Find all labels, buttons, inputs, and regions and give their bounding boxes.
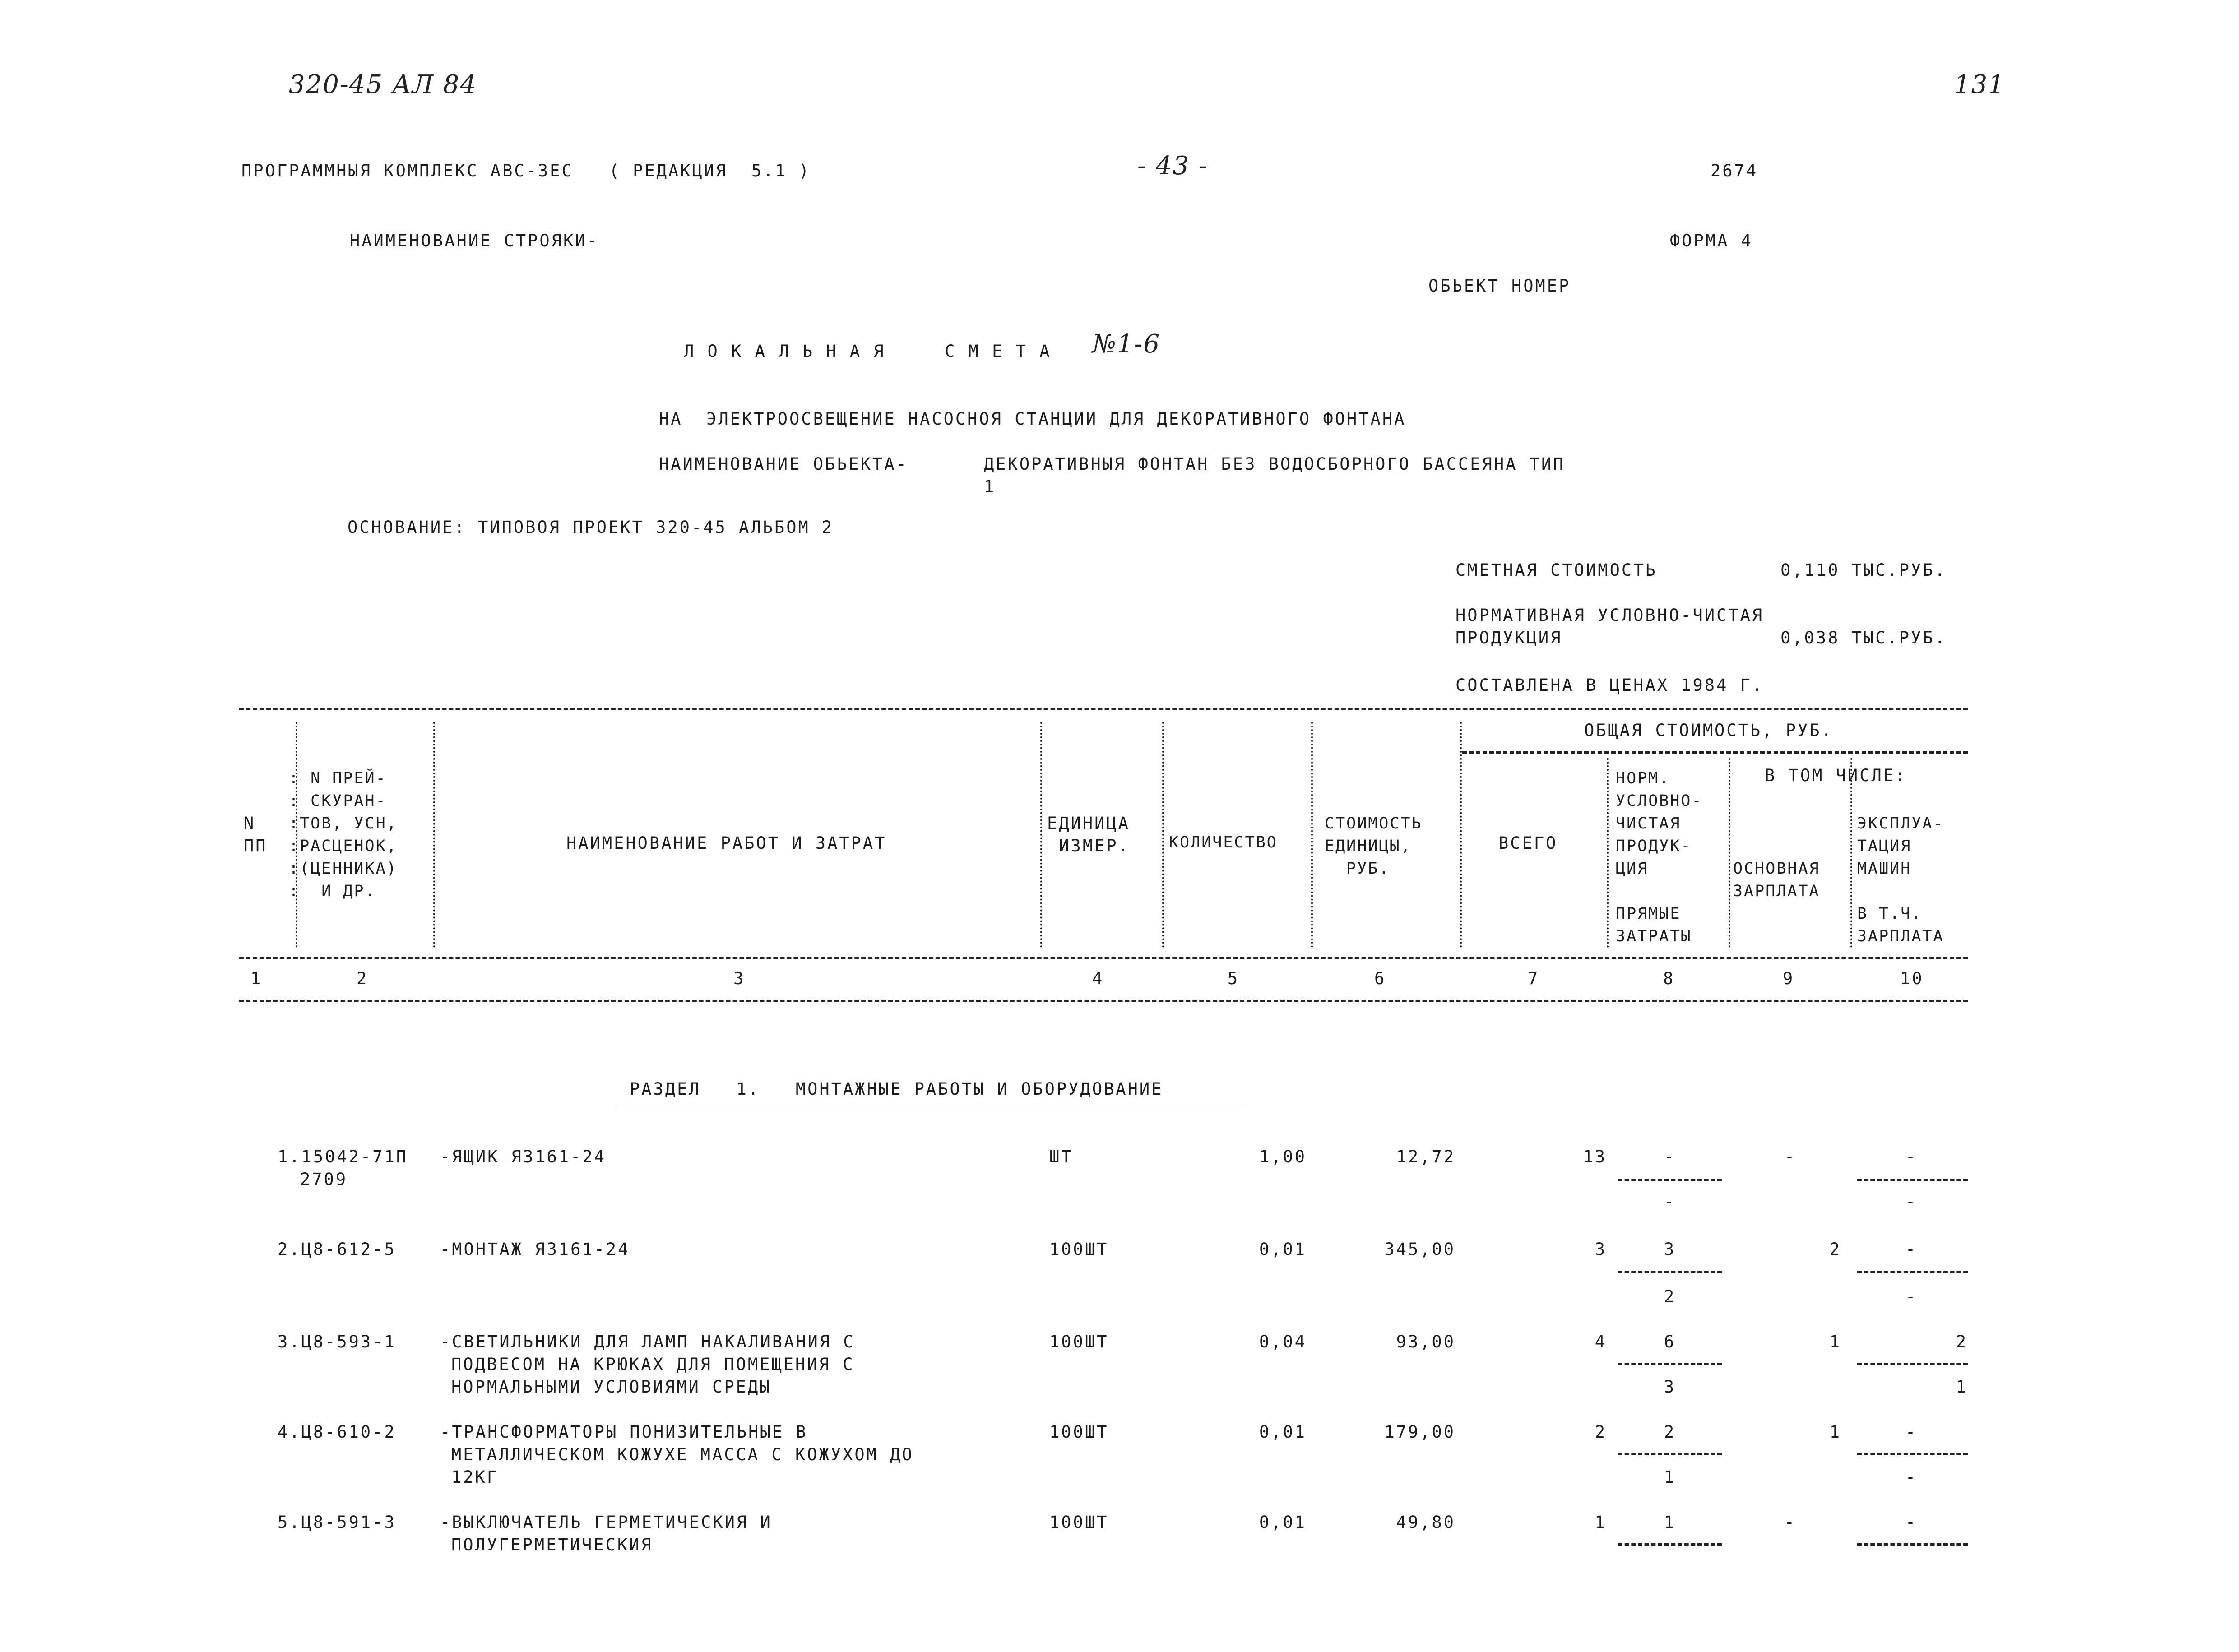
col-number: 2 [357, 969, 369, 988]
row-unit-cost: 49,80 [1396, 1513, 1456, 1532]
row-base-salary: 1 [1829, 1332, 1841, 1351]
row-total: 3 [1595, 1240, 1607, 1259]
row-quantity: 0,04 [1259, 1332, 1307, 1351]
row-machine-operation: - [1905, 1147, 1918, 1166]
handwritten-sheet-number: 131 [1954, 70, 2005, 99]
cell-divider [1618, 1543, 1722, 1546]
row-machine-salary: 1 [1956, 1377, 1968, 1397]
row-name: -ВЫКЛЮЧАТЕЛЬ ГЕРМЕТИЧЕСКИЯ И [440, 1513, 772, 1532]
header-bottom-rule [239, 957, 1968, 959]
cell-divider [1857, 1363, 1968, 1365]
row-machine-operation: 2 [1956, 1332, 1968, 1351]
cell-divider [1618, 1453, 1722, 1455]
column-divider [1850, 758, 1852, 948]
column-divider [433, 722, 435, 948]
row-base-salary: 2 [1829, 1240, 1841, 1259]
row-unit: ШТ [1049, 1147, 1073, 1166]
row-total: 4 [1595, 1332, 1607, 1351]
col-header-quantity: КОЛИЧЕСТВО [1169, 833, 1278, 851]
normative-product-value: 0,038 ТЫС.РУБ. [1780, 628, 1947, 648]
basis: ОСНОВАНИЕ: ТИПОВОЯ ПРОЕКТ 320-45 АЛЬБОМ 2 [348, 518, 834, 537]
cell-divider [1618, 1363, 1722, 1365]
row-base-salary: 1 [1829, 1422, 1841, 1442]
column-divider [1460, 722, 1462, 948]
handwritten-archive-code: 320-45 АЛ 84 [289, 70, 477, 99]
row-machine-salary: - [1905, 1467, 1918, 1487]
cell-divider [1618, 1271, 1722, 1273]
estimated-cost-value: 0,110 ТЫС.РУБ. [1780, 560, 1947, 580]
section-underline [616, 1106, 1243, 1110]
col-number: 3 [733, 969, 746, 988]
row-code: 1.15042-71П [278, 1147, 408, 1166]
row-net-product: 6 [1664, 1332, 1676, 1351]
row-name: -ТРАНСФОРМАТОРЫ ПОНИЗИТЕЛЬНЫЕ В [440, 1422, 808, 1442]
row-net-product: 2 [1664, 1422, 1676, 1442]
row-machine-operation: - [1905, 1513, 1918, 1532]
col-header-total: ВСЕГО [1498, 833, 1558, 853]
row-total: 1 [1595, 1513, 1607, 1532]
row-net-product: 1 [1664, 1513, 1676, 1532]
estimated-cost-label: СМЕТНАЯ СТОИМОСТЬ [1456, 560, 1657, 580]
column-number-rule [239, 1000, 1968, 1002]
row-direct-costs: 2 [1664, 1287, 1676, 1306]
row-unit: 100ШТ [1049, 1332, 1109, 1351]
row-total: 13 [1583, 1147, 1607, 1166]
header-subrule [1462, 751, 1968, 754]
object-name-value-line2: 1 [984, 477, 996, 496]
row-unit-cost: 345,00 [1384, 1240, 1456, 1259]
row-unit-cost: 179,00 [1384, 1422, 1456, 1442]
handwritten-page-number: - 43 - [1137, 151, 1208, 180]
cell-divider [1857, 1179, 1968, 1181]
row-code: 5.Ц8-591-3 [278, 1513, 396, 1532]
row-name: -МОНТАЖ Я3161-24 [440, 1240, 630, 1259]
section-title: РАЗДЕЛ 1. МОНТАЖНЫЕ РАБОТЫ И ОБОРУДОВАНИЕ [630, 1079, 1164, 1099]
cell-divider [1857, 1543, 1968, 1546]
object-number-label: ОБЬЕКТ НОМЕР [1428, 276, 1571, 296]
col-number: 1 [250, 969, 263, 988]
object-name-value: ДЕКОРАТИВНЫЯ ФОНТАН БЕЗ ВОДОСБОРНОГО БАССЕЯНА ТИП [984, 454, 1565, 474]
column-divider [1729, 758, 1730, 948]
cell-divider [1857, 1271, 1968, 1273]
cell-divider [1618, 1179, 1722, 1181]
row-quantity: 0,01 [1259, 1513, 1307, 1532]
row-code: 4.Ц8-610-2 [278, 1422, 396, 1442]
row-direct-costs: 1 [1664, 1467, 1676, 1487]
row-unit: 100ШТ [1049, 1422, 1109, 1442]
row-name-line2: МЕТАЛЛИЧЕСКОМ КОЖУХЕ МАССА С КОЖУХОМ ДО [451, 1445, 914, 1464]
row-base-salary: - [1784, 1147, 1796, 1166]
col-number: 7 [1528, 969, 1540, 988]
row-net-product: 3 [1664, 1240, 1676, 1259]
object-name-label: НАИМЕНОВАНИЕ ОБЬЕКТА- [659, 454, 908, 474]
col-header-unit-cost: СТОИМОСТЬ ЕДИНИЦЫ, РУБ. [1325, 814, 1423, 878]
row-machine-salary: - [1905, 1287, 1918, 1306]
col-header-unit: ЕДИНИЦА ИЗМЕР. [1047, 814, 1130, 856]
row-quantity: 0,01 [1259, 1422, 1307, 1442]
col-number: 6 [1374, 969, 1386, 988]
row-total: 2 [1595, 1422, 1607, 1442]
row-base-salary: - [1784, 1513, 1796, 1532]
column-divider [1607, 758, 1609, 948]
col-number: 5 [1228, 969, 1240, 988]
total-cost-header: ОБЩАЯ СТОИМОСТЬ, РУБ. [1584, 721, 1833, 740]
row-net-product: - [1664, 1147, 1676, 1166]
row-name-line2: ПОЛУГЕРМЕТИЧЕСКИЯ [451, 1535, 653, 1555]
row-quantity: 1,00 [1259, 1147, 1307, 1166]
col-header-machine-operation: ЭКСПЛУА- ТАЦИЯ МАШИН [1857, 814, 1944, 878]
row-name: -СВЕТИЛЬНИКИ ДЛЯ ЛАМП НАКАЛИВАНИЯ С [440, 1332, 855, 1351]
column-divider [1311, 722, 1313, 948]
price-base: СОСТАВЛЕНА В ЦЕНАХ 1984 Г. [1456, 676, 1764, 695]
cell-divider [1857, 1453, 1968, 1455]
col-header-direct-costs: ПРЯМЫЕ ЗАТРАТЫ [1616, 905, 1692, 945]
row-unit-cost: 12,72 [1396, 1147, 1456, 1166]
row-name: -ЯЩИК Я3161-24 [440, 1147, 606, 1166]
col-header-net-product: НОРМ. УСЛОВНО- ЧИСТАЯ ПРОДУК- ЦИЯ [1616, 769, 1703, 878]
estimate-title: Л О К А Л Ь Н А Я С М Е Т А [684, 342, 1052, 361]
table-top-rule [239, 708, 1968, 710]
row-machine-operation: - [1905, 1422, 1918, 1442]
incl-header: В ТОМ ЧИСЛЕ: [1765, 766, 1907, 785]
document-code: 2674 [1711, 161, 1758, 180]
col-header-machine-salary: В Т.Ч. ЗАРПЛАТА [1857, 905, 1944, 945]
program-name: ПРОГРАММНЫЯ КОМПЛЕКС АВС-3ЕС ( РЕДАКЦИЯ 5.1 ) [241, 161, 811, 180]
col-header-number: N ПП [244, 814, 268, 856]
row-name-line2: ПОДВЕСОМ НА КРЮКАХ ДЛЯ ПОМЕЩЕНИЯ С [451, 1355, 855, 1374]
col-header-price-ref: : N ПРЕЙ- : СКУРАН- :ТОВ, УСН, :РАСЦЕНОК, :(ЦЕННИКА) : И ДР. [289, 769, 398, 900]
col-number: 9 [1783, 969, 1795, 988]
row-machine-operation: - [1905, 1240, 1918, 1259]
estimate-subject: НА ЭЛЕКТРООСВЕЩЕНИЕ НАСОСНОЯ СТАНЦИИ ДЛЯ ДЕКОРАТИВНОГО ФОНТАНА [659, 409, 1406, 429]
construction-name-label: НАИМЕНОВАНИЕ СТРОЯКИ- [350, 231, 599, 250]
row-direct-costs: 3 [1664, 1377, 1676, 1397]
col-header-work-name: НАИМЕНОВАНИЕ РАБОТ И ЗАТРАТ [566, 833, 887, 853]
normative-product-label: НОРМАТИВНАЯ УСЛОВНО-ЧИСТАЯ [1456, 606, 1764, 625]
column-divider [1040, 722, 1042, 948]
col-header-base-salary: ОСНОВНАЯ ЗАРПЛАТА [1733, 860, 1820, 900]
row-unit: 100ШТ [1049, 1513, 1109, 1532]
col-number: 10 [1900, 969, 1924, 988]
row-quantity: 0,01 [1259, 1240, 1307, 1259]
row-direct-costs: - [1664, 1192, 1676, 1212]
row-code: 3.Ц8-593-1 [278, 1332, 396, 1351]
col-number: 8 [1663, 969, 1675, 988]
form-number: ФОРМА 4 [1670, 231, 1753, 250]
row-unit: 100ШТ [1049, 1240, 1109, 1259]
col-number: 4 [1092, 969, 1104, 988]
row-code-extra: 2709 [300, 1170, 348, 1189]
column-divider [1162, 722, 1164, 948]
row-machine-salary: - [1905, 1192, 1918, 1212]
row-unit-cost: 93,00 [1396, 1332, 1456, 1351]
row-code: 2.Ц8-612-5 [278, 1240, 396, 1259]
normative-product-label-line2: ПРОДУКЦИЯ [1456, 628, 1562, 648]
handwritten-estimate-number: №1-6 [1092, 329, 1161, 359]
row-name-line3: 12КГ [451, 1467, 499, 1487]
row-name-line3: НОРМАЛЬНЫМИ УСЛОВИЯМИ СРЕДЫ [451, 1377, 772, 1397]
